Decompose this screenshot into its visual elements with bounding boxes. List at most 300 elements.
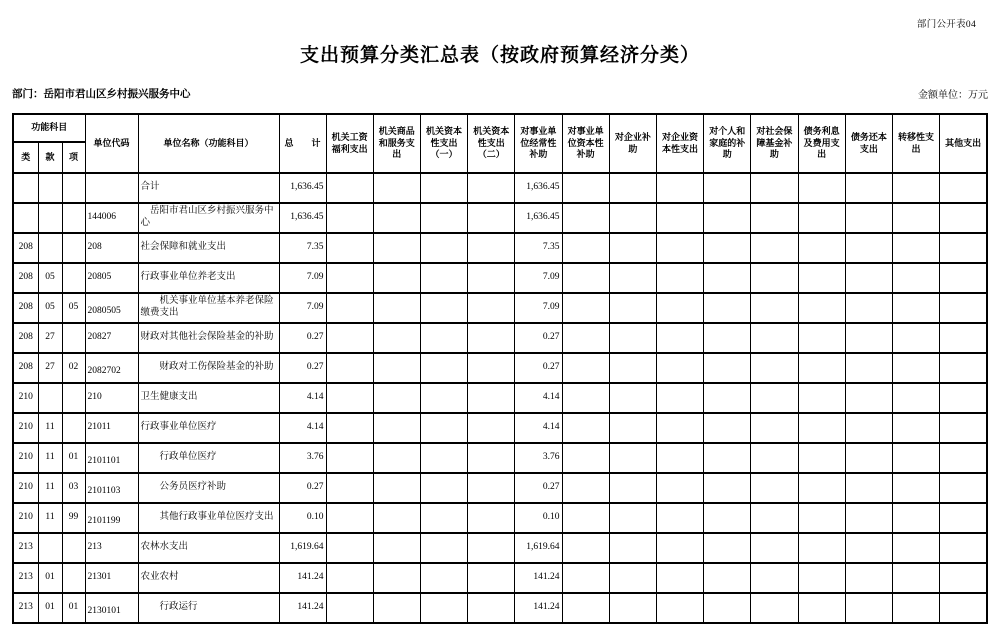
table-row bbox=[13, 353, 987, 383]
column-header: 机关资本性支出（二） bbox=[468, 114, 515, 173]
func-code-cell bbox=[62, 533, 85, 563]
amount-cell bbox=[468, 413, 515, 443]
amount-cell bbox=[468, 443, 515, 473]
amount-cell bbox=[609, 323, 656, 353]
amount-cell bbox=[373, 443, 420, 473]
amount-cell bbox=[326, 383, 373, 413]
amount-cell bbox=[940, 323, 987, 353]
amount-cell bbox=[420, 203, 467, 233]
func-code-cell: 213 bbox=[13, 593, 38, 623]
amount-cell bbox=[420, 233, 467, 263]
amount-cell bbox=[704, 203, 751, 233]
amount-cell: 0.27 bbox=[279, 323, 326, 353]
unit-name-cell: 财政对工伤保险基金的补助 bbox=[138, 353, 279, 383]
amount-cell bbox=[751, 563, 798, 593]
amount-cell bbox=[704, 443, 751, 473]
unit-code-cell: 21301 bbox=[85, 563, 138, 593]
amount-cell bbox=[562, 293, 609, 323]
amount-cell bbox=[609, 413, 656, 443]
amount-cell bbox=[420, 533, 467, 563]
amount-cell bbox=[940, 233, 987, 263]
amount-cell bbox=[609, 533, 656, 563]
amount-cell: 141.24 bbox=[515, 593, 562, 623]
func-code-cell: 210 bbox=[13, 443, 38, 473]
func-code-cell bbox=[38, 203, 62, 233]
amount-cell bbox=[704, 173, 751, 203]
amount-cell bbox=[420, 293, 467, 323]
amount-cell bbox=[468, 353, 515, 383]
column-header: 对个人和家庭的补助 bbox=[704, 114, 751, 173]
func-code-cell: 01 bbox=[62, 593, 85, 623]
amount-cell bbox=[845, 323, 892, 353]
amount-cell bbox=[468, 323, 515, 353]
amount-cell bbox=[609, 263, 656, 293]
amount-cell bbox=[940, 263, 987, 293]
amount-cell bbox=[562, 353, 609, 383]
amount-cell bbox=[609, 233, 656, 263]
amount-cell bbox=[751, 173, 798, 203]
amount-cell bbox=[373, 503, 420, 533]
amount-cell bbox=[704, 413, 751, 443]
amount-cell bbox=[326, 233, 373, 263]
unit-name-cell: 其他行政事业单位医疗支出 bbox=[138, 503, 279, 533]
amount-cell bbox=[751, 533, 798, 563]
amount-cell bbox=[704, 593, 751, 623]
amount-cell bbox=[892, 203, 939, 233]
amount-cell bbox=[609, 443, 656, 473]
column-header: 对事业单位经常性补助 bbox=[515, 114, 562, 173]
column-header: 机关资本性支出（一） bbox=[420, 114, 467, 173]
amount-cell: 4.14 bbox=[279, 413, 326, 443]
amount-cell bbox=[326, 503, 373, 533]
amount-cell bbox=[704, 323, 751, 353]
amount-cell bbox=[562, 383, 609, 413]
amount-cell bbox=[798, 503, 845, 533]
amount-cell bbox=[373, 353, 420, 383]
amount-cell bbox=[940, 293, 987, 323]
unit-code-cell: 2080505 bbox=[85, 293, 138, 323]
amount-cell bbox=[373, 413, 420, 443]
amount-cell bbox=[656, 473, 703, 503]
amount-cell bbox=[326, 173, 373, 203]
amount-cell bbox=[940, 473, 987, 503]
unit-name-cell: 岳阳市君山区乡村振兴服务中心 bbox=[138, 203, 279, 233]
amount-cell bbox=[656, 593, 703, 623]
func-code-cell: 213 bbox=[13, 533, 38, 563]
amount-cell: 7.35 bbox=[515, 233, 562, 263]
amount-cell bbox=[704, 503, 751, 533]
amount-cell bbox=[845, 563, 892, 593]
amount-cell: 4.14 bbox=[515, 413, 562, 443]
amount-cell bbox=[751, 263, 798, 293]
amount-cell bbox=[656, 263, 703, 293]
amount-cell bbox=[704, 233, 751, 263]
amount-cell bbox=[326, 293, 373, 323]
amount-cell bbox=[562, 203, 609, 233]
table-row bbox=[13, 323, 987, 353]
func-code-cell bbox=[38, 233, 62, 263]
amount-cell bbox=[751, 293, 798, 323]
amount-cell bbox=[751, 413, 798, 443]
unit-code-cell bbox=[85, 173, 138, 203]
amount-cell bbox=[704, 533, 751, 563]
table-row bbox=[13, 233, 987, 263]
amount-cell bbox=[468, 263, 515, 293]
amount-cell bbox=[562, 473, 609, 503]
amount-cell bbox=[751, 203, 798, 233]
unit-code-cell: 20805 bbox=[85, 263, 138, 293]
page-title: 支出预算分类汇总表（按政府预算经济分类） bbox=[299, 45, 700, 66]
func-code-cell: 05 bbox=[62, 293, 85, 323]
amount-cell bbox=[468, 533, 515, 563]
column-header: 其他支出 bbox=[940, 114, 987, 173]
amount-cell bbox=[845, 293, 892, 323]
amount-cell: 141.24 bbox=[279, 563, 326, 593]
amount-cell bbox=[751, 353, 798, 383]
func-code-cell: 01 bbox=[38, 563, 62, 593]
table-row bbox=[13, 203, 987, 233]
amount-cell bbox=[373, 593, 420, 623]
amount-cell bbox=[798, 203, 845, 233]
unit-code-cell: 2082702 bbox=[85, 353, 138, 383]
column-header: 类 bbox=[13, 142, 38, 173]
amount-cell bbox=[798, 263, 845, 293]
unit-code-cell: 2101101 bbox=[85, 443, 138, 473]
amount-cell bbox=[845, 353, 892, 383]
unit-name-cell: 行政事业单位养老支出 bbox=[138, 263, 279, 293]
header-row-1 bbox=[13, 114, 987, 142]
amount-cell bbox=[326, 353, 373, 383]
amount-cell bbox=[420, 383, 467, 413]
unit-code-cell: 2101103 bbox=[85, 473, 138, 503]
amount-cell bbox=[420, 593, 467, 623]
amount-cell bbox=[656, 203, 703, 233]
amount-cell bbox=[798, 353, 845, 383]
amount-cell bbox=[798, 593, 845, 623]
amount-cell bbox=[892, 563, 939, 593]
func-code-cell: 99 bbox=[62, 503, 85, 533]
amount-cell bbox=[326, 323, 373, 353]
amount-cell bbox=[468, 203, 515, 233]
func-code-cell: 27 bbox=[38, 353, 62, 383]
amount-cell bbox=[562, 443, 609, 473]
amount-cell bbox=[326, 563, 373, 593]
amount-cell: 0.27 bbox=[279, 353, 326, 383]
func-code-cell bbox=[62, 233, 85, 263]
table-row bbox=[13, 413, 987, 443]
amount-cell bbox=[798, 413, 845, 443]
amount-cell bbox=[892, 383, 939, 413]
amount-cell: 1,636.45 bbox=[515, 203, 562, 233]
amount-cell bbox=[751, 503, 798, 533]
column-header: 机关商品和服务支出 bbox=[373, 114, 420, 173]
amount-cell bbox=[940, 353, 987, 383]
amount-cell bbox=[373, 383, 420, 413]
func-code-cell: 208 bbox=[13, 353, 38, 383]
unit-name-cell: 农业农村 bbox=[138, 563, 279, 593]
func-code-cell: 27 bbox=[38, 323, 62, 353]
func-code-cell: 210 bbox=[13, 503, 38, 533]
column-header: 债务还本支出 bbox=[845, 114, 892, 173]
amount-cell bbox=[656, 353, 703, 383]
amount-cell: 1,636.45 bbox=[279, 173, 326, 203]
amount-cell bbox=[798, 563, 845, 593]
amount-cell: 7.09 bbox=[515, 263, 562, 293]
func-code-cell: 208 bbox=[13, 323, 38, 353]
amount-cell bbox=[326, 203, 373, 233]
func-code-cell: 05 bbox=[38, 263, 62, 293]
amount-cell bbox=[420, 563, 467, 593]
amount-cell: 0.27 bbox=[515, 323, 562, 353]
amount-cell bbox=[562, 563, 609, 593]
amount-cell bbox=[420, 443, 467, 473]
amount-cell bbox=[656, 173, 703, 203]
amount-cell bbox=[845, 263, 892, 293]
amount-cell bbox=[656, 413, 703, 443]
amount-cell bbox=[562, 503, 609, 533]
column-header: 款 bbox=[38, 142, 62, 173]
func-code-cell: 210 bbox=[13, 413, 38, 443]
amount-cell bbox=[751, 443, 798, 473]
func-code-cell bbox=[13, 203, 38, 233]
amount-cell bbox=[751, 473, 798, 503]
amount-cell bbox=[892, 173, 939, 203]
amount-cell bbox=[468, 233, 515, 263]
table-row bbox=[13, 383, 987, 413]
amount-cell: 1,636.45 bbox=[515, 173, 562, 203]
table-row bbox=[13, 173, 987, 203]
column-header: 单位代码 bbox=[85, 114, 138, 173]
func-code-cell bbox=[62, 203, 85, 233]
amount-cell bbox=[420, 263, 467, 293]
amount-cell: 4.14 bbox=[279, 383, 326, 413]
column-header: 债务利息及费用支出 bbox=[798, 114, 845, 173]
amount-cell: 0.27 bbox=[279, 473, 326, 503]
column-header: 单位名称（功能科目） bbox=[138, 114, 279, 173]
amount-cell bbox=[326, 413, 373, 443]
amount-cell bbox=[751, 233, 798, 263]
func-code-cell bbox=[38, 533, 62, 563]
unit-code-cell: 144006 bbox=[85, 203, 138, 233]
amount-cell bbox=[609, 293, 656, 323]
table-head bbox=[13, 114, 987, 173]
amount-cell bbox=[373, 263, 420, 293]
amount-cell bbox=[940, 503, 987, 533]
amount-cell bbox=[798, 443, 845, 473]
amount-cell bbox=[609, 203, 656, 233]
amount-cell bbox=[892, 593, 939, 623]
table-row bbox=[13, 503, 987, 533]
table-row bbox=[13, 263, 987, 293]
department-label: 部门：岳阳市君山区乡村振兴服务中心 bbox=[12, 89, 191, 100]
amount-cell bbox=[326, 473, 373, 503]
amount-cell bbox=[940, 203, 987, 233]
func-code-cell bbox=[38, 173, 62, 203]
amount-cell bbox=[845, 593, 892, 623]
amount-cell bbox=[468, 293, 515, 323]
amount-cell bbox=[751, 323, 798, 353]
unit-name-cell: 公务员医疗补助 bbox=[138, 473, 279, 503]
amount-cell: 0.10 bbox=[279, 503, 326, 533]
column-header: 总 计 bbox=[279, 114, 326, 173]
unit-code-cell: 208 bbox=[85, 233, 138, 263]
amount-cell bbox=[656, 383, 703, 413]
func-code-cell bbox=[62, 173, 85, 203]
doc-label: 部门公开表04 bbox=[916, 20, 976, 30]
amount-cell bbox=[609, 353, 656, 383]
amount-cell bbox=[892, 263, 939, 293]
amount-cell bbox=[892, 533, 939, 563]
amount-cell bbox=[704, 563, 751, 593]
amount-cell bbox=[326, 443, 373, 473]
amount-cell bbox=[892, 353, 939, 383]
table-body bbox=[13, 173, 987, 623]
amount-cell bbox=[373, 563, 420, 593]
amount-cell: 1,619.64 bbox=[279, 533, 326, 563]
amount-cell: 3.76 bbox=[515, 443, 562, 473]
func-code-cell bbox=[62, 323, 85, 353]
func-code-cell: 11 bbox=[38, 503, 62, 533]
amount-cell bbox=[656, 503, 703, 533]
amount-cell bbox=[468, 173, 515, 203]
amount-cell bbox=[892, 293, 939, 323]
amount-cell: 1,619.64 bbox=[515, 533, 562, 563]
unit-name-cell: 行政运行 bbox=[138, 593, 279, 623]
amount-cell: 4.14 bbox=[515, 383, 562, 413]
amount-cell bbox=[468, 473, 515, 503]
amount-cell bbox=[656, 443, 703, 473]
func-code-cell: 210 bbox=[13, 473, 38, 503]
amount-cell bbox=[892, 233, 939, 263]
unit-code-cell: 213 bbox=[85, 533, 138, 563]
amount-cell bbox=[562, 413, 609, 443]
amount-cell bbox=[845, 473, 892, 503]
unit-name-cell: 合计 bbox=[138, 173, 279, 203]
unit-name-cell: 行政事业单位医疗 bbox=[138, 413, 279, 443]
amount-cell bbox=[940, 173, 987, 203]
func-code-cell: 208 bbox=[13, 233, 38, 263]
func-code-cell: 208 bbox=[13, 263, 38, 293]
amount-cell bbox=[892, 413, 939, 443]
amount-cell bbox=[562, 233, 609, 263]
amount-cell bbox=[609, 173, 656, 203]
unit-code-cell: 2130101 bbox=[85, 593, 138, 623]
amount-cell bbox=[656, 323, 703, 353]
amount-cell bbox=[845, 533, 892, 563]
amount-cell bbox=[468, 383, 515, 413]
column-header: 对企业资本性支出 bbox=[656, 114, 703, 173]
amount-cell bbox=[373, 173, 420, 203]
amount-cell bbox=[845, 413, 892, 443]
amount-cell: 3.76 bbox=[279, 443, 326, 473]
func-code-cell: 213 bbox=[13, 563, 38, 593]
amount-cell bbox=[704, 353, 751, 383]
amount-cell bbox=[468, 563, 515, 593]
amount-cell bbox=[798, 173, 845, 203]
amount-cell: 7.09 bbox=[515, 293, 562, 323]
amount-cell bbox=[704, 293, 751, 323]
unit-name-cell: 财政对其他社会保险基金的补助 bbox=[138, 323, 279, 353]
amount-cell bbox=[609, 503, 656, 533]
amount-cell bbox=[562, 263, 609, 293]
column-header: 项 bbox=[62, 142, 85, 173]
unit-code-cell: 20827 bbox=[85, 323, 138, 353]
unit-code-cell: 210 bbox=[85, 383, 138, 413]
func-code-cell: 210 bbox=[13, 383, 38, 413]
amount-cell bbox=[562, 593, 609, 623]
amount-cell bbox=[420, 353, 467, 383]
table-row bbox=[13, 533, 987, 563]
amount-cell: 1,636.45 bbox=[279, 203, 326, 233]
amount-cell bbox=[892, 443, 939, 473]
amount-cell bbox=[940, 383, 987, 413]
amount-cell bbox=[326, 593, 373, 623]
func-code-cell bbox=[13, 173, 38, 203]
amount-cell: 7.09 bbox=[279, 293, 326, 323]
amount-cell bbox=[940, 533, 987, 563]
amount-cell bbox=[940, 563, 987, 593]
amount-cell bbox=[798, 293, 845, 323]
func-code-cell: 11 bbox=[38, 413, 62, 443]
amount-cell bbox=[562, 533, 609, 563]
unit-code-cell: 21011 bbox=[85, 413, 138, 443]
amount-cell bbox=[656, 233, 703, 263]
unit-name-cell: 卫生健康支出 bbox=[138, 383, 279, 413]
func-code-cell: 208 bbox=[13, 293, 38, 323]
table-row bbox=[13, 563, 987, 593]
amount-cell bbox=[798, 533, 845, 563]
amount-cell bbox=[326, 533, 373, 563]
info-row bbox=[12, 86, 988, 101]
amount-cell bbox=[798, 323, 845, 353]
amount-cell bbox=[420, 413, 467, 443]
unit-name-cell: 行政单位医疗 bbox=[138, 443, 279, 473]
amount-cell bbox=[326, 263, 373, 293]
amount-cell bbox=[845, 383, 892, 413]
amount-cell bbox=[656, 293, 703, 323]
amount-cell bbox=[845, 203, 892, 233]
amount-cell: 141.24 bbox=[279, 593, 326, 623]
column-header: 机关工资福利支出 bbox=[326, 114, 373, 173]
column-header-func-group: 功能科目 bbox=[13, 114, 85, 142]
amount-cell bbox=[609, 563, 656, 593]
amount-cell bbox=[420, 323, 467, 353]
column-header: 转移性支出 bbox=[892, 114, 939, 173]
table-row bbox=[13, 473, 987, 503]
amount-cell bbox=[373, 203, 420, 233]
amount-cell bbox=[656, 563, 703, 593]
amount-cell bbox=[704, 383, 751, 413]
func-code-cell: 02 bbox=[62, 353, 85, 383]
amount-cell bbox=[562, 173, 609, 203]
amount-cell: 7.09 bbox=[279, 263, 326, 293]
amount-cell bbox=[562, 323, 609, 353]
amount-cell bbox=[704, 263, 751, 293]
amount-cell bbox=[892, 503, 939, 533]
amount-cell bbox=[373, 233, 420, 263]
unit-name-cell: 机关事业单位基本养老保险缴费支出 bbox=[138, 293, 279, 323]
unit-code-cell: 2101199 bbox=[85, 503, 138, 533]
amount-cell bbox=[940, 593, 987, 623]
amount-cell bbox=[420, 503, 467, 533]
amount-cell bbox=[892, 473, 939, 503]
amount-cell bbox=[845, 503, 892, 533]
amount-cell bbox=[420, 173, 467, 203]
column-header: 对社会保障基金补助 bbox=[751, 114, 798, 173]
func-code-cell bbox=[38, 383, 62, 413]
amount-cell bbox=[420, 473, 467, 503]
table-row bbox=[13, 293, 987, 323]
